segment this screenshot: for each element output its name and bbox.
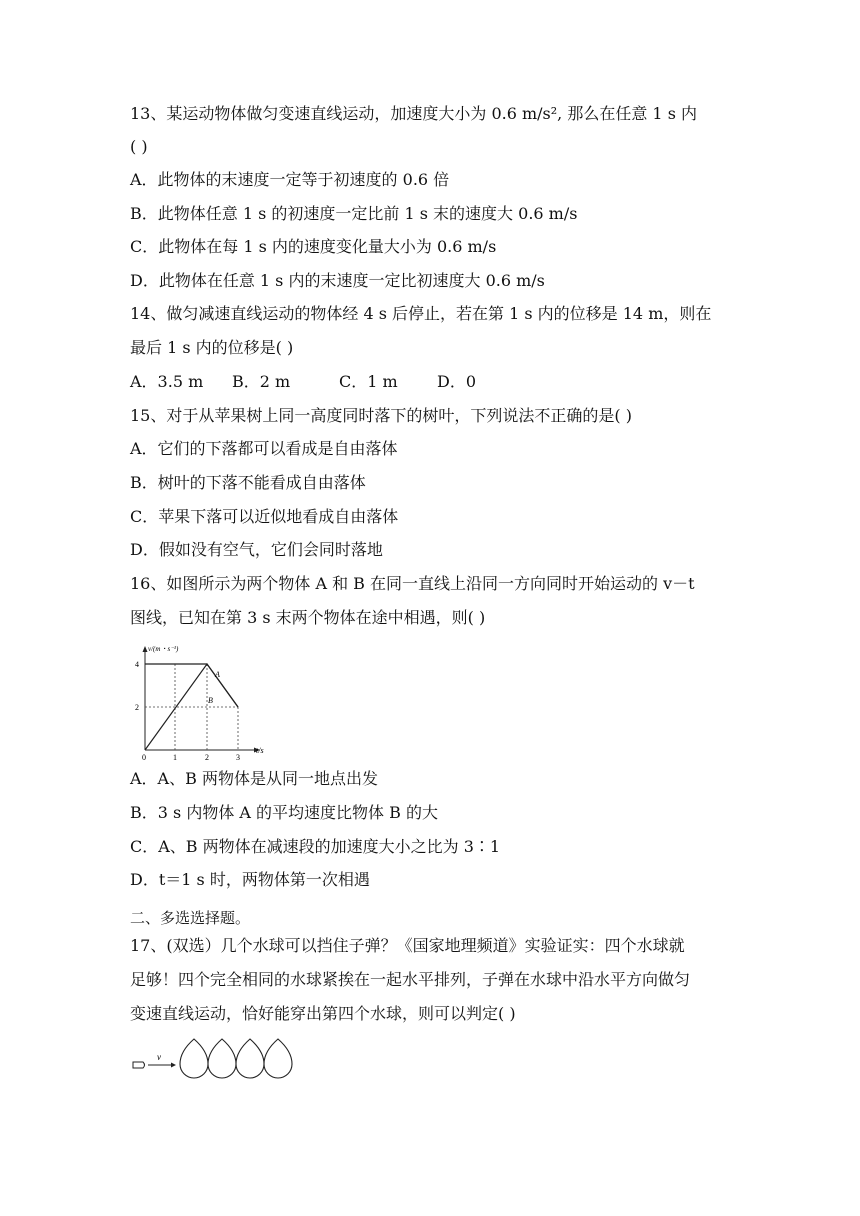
q15-stem: 15、对于从苹果树上同一高度同时落下的树叶，下列说法不正确的是( ) — [130, 406, 632, 425]
water-ball-2 — [208, 1039, 236, 1078]
q14-option-c: C．1 m — [339, 372, 398, 391]
y-axis-arrow — [143, 646, 148, 652]
q13-option-d: D．此物体在任意 1 s 内的末速度一定比初速度大 0.6 m/s — [130, 271, 545, 290]
q16-option-d: D．t＝1 s 时，两物体第一次相遇 — [130, 870, 370, 889]
q16-option-a: A．A、B 两物体是从同一地点出发 — [130, 769, 378, 788]
water-ball-4 — [264, 1039, 292, 1078]
vt-graph-figure — [128, 640, 278, 760]
q16-option-c: C．A、B 两物体在减速段的加速度大小之比为 3∶1 — [130, 837, 501, 856]
x-tick-3: 3 — [236, 753, 240, 760]
q13-stem-line1: 13、某运动物体做匀变速直线运动，加速度大小为 0.6 m/s², 那么在任意 1 s 内 — [130, 104, 697, 123]
q16-stem-line1: 16、如图所示为两个物体 A 和 B 在同一直线上沿同一方向同时开始运动的 v－t — [130, 574, 695, 593]
x-axis-label: t/s — [256, 746, 264, 755]
series-a-label: A — [215, 670, 220, 679]
y-tick-2: 2 — [135, 703, 139, 712]
q16-option-b: B．3 s 内物体 A 的平均速度比物体 B 的大 — [130, 803, 438, 822]
q13-option-a: A．此物体的末速度一定等于初速度的 0.6 倍 — [130, 170, 450, 189]
origin-label: 0 — [142, 753, 146, 760]
q15-option-c: C．苹果下落可以近似地看成自由落体 — [130, 507, 399, 526]
y-tick-4: 4 — [135, 660, 139, 669]
q15-option-d: D．假如没有空气，它们会同时落地 — [130, 540, 383, 559]
water-ball-1 — [180, 1039, 208, 1078]
section-heading: 二、多选选择题。 — [130, 909, 251, 927]
q14-stem-line1: 14、做匀减速直线运动的物体经 4 s 后停止，若在第 1 s 内的位移是 14 m，则在 — [130, 304, 712, 323]
q17-stem-line2: 足够！四个完全相同的水球紧挨在一起水平排列，子弹在水球中沿水平方向做匀 — [130, 970, 691, 989]
q14-options — [130, 372, 476, 392]
q17-stem-line1: 17、(双选）几个水球可以挡住子弹？《国家地理频道》实验证实：四个水球就 — [130, 936, 685, 955]
q14-option-a: A．3.5 m — [130, 372, 204, 391]
series-b-label: B — [208, 696, 213, 705]
water-balls-figure — [128, 1036, 293, 1086]
q16-stem-line2: 图线，已知在第 3 s 末两个物体在途中相遇，则( ) — [130, 608, 486, 627]
q17-stem-line3: 变速直线运动，恰好能穿出第四个水球，则可以判定( ) — [130, 1004, 516, 1023]
velocity-label: v — [157, 1052, 161, 1062]
velocity-arrowhead — [171, 1063, 176, 1068]
q14-option-b: B．2 m — [232, 372, 291, 391]
q15-option-a: A．它们的下落都可以看成是自由落体 — [130, 439, 398, 458]
q14-option-d: D．0 — [437, 372, 477, 391]
q14-stem-line2: 最后 1 s 内的位移是( ) — [130, 338, 294, 357]
q15-option-b: B．树叶的下落不能看成自由落体 — [130, 473, 366, 492]
q13-stem-line2: ( ) — [130, 137, 148, 156]
water-ball-3 — [236, 1039, 264, 1078]
y-axis-label: v/(m・s⁻¹) — [148, 645, 179, 653]
q13-option-b: B．此物体任意 1 s 的初速度一定比前 1 s 末的速度大 0.6 m/s — [130, 204, 578, 223]
bullet-icon — [133, 1062, 145, 1068]
x-tick-1: 1 — [173, 753, 177, 760]
q13-option-c: C．此物体在每 1 s 内的速度变化量大小为 0.6 m/s — [130, 237, 497, 256]
x-tick-2: 2 — [205, 753, 209, 760]
